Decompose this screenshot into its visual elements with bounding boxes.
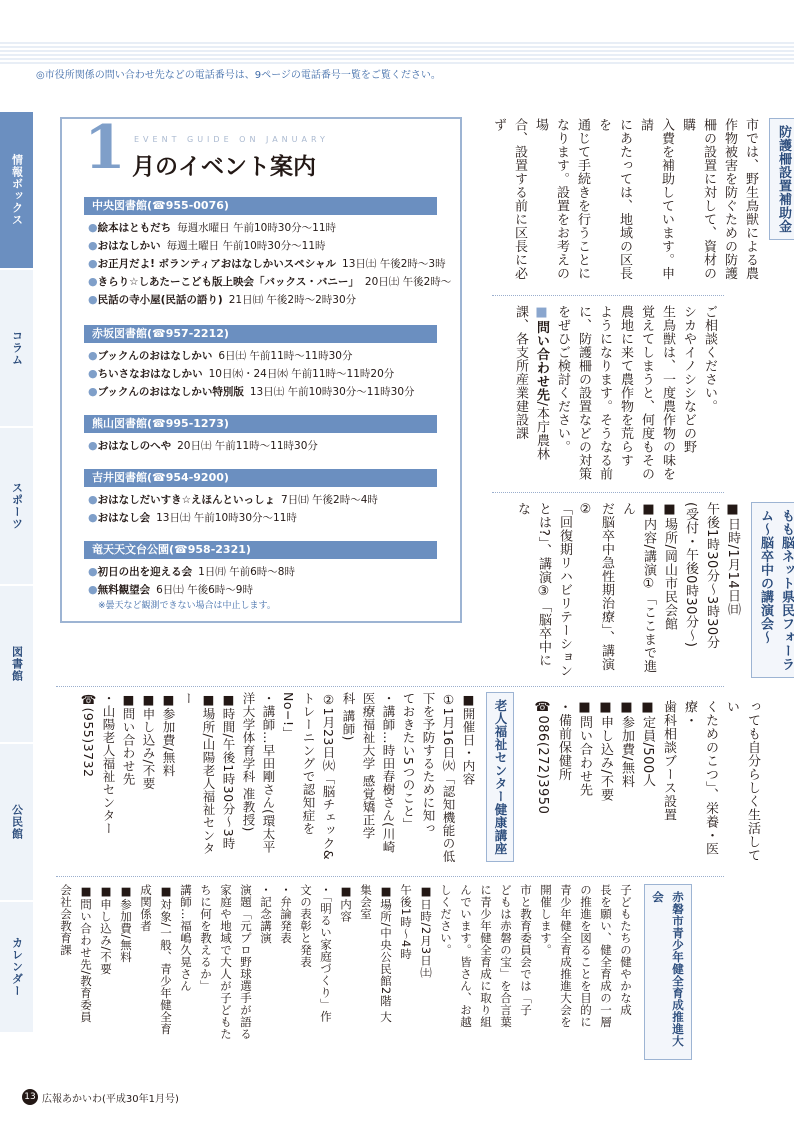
venue-kumayama-library (84, 415, 437, 455)
article-bougo: 防護柵設置補助金 市では、野生鳥獣による農 作物被害を防ぐための防護 柵の設置に対して、資材の購 入費を補助しています。申請 にあたっては、地域の区長を 通じて手続きを行うことに なります。設置をお考えの場 合、設置する前に区長に必ず (488, 118, 794, 288)
page-number: 13 (22, 1089, 38, 1105)
event-item: ●ちいさなおはなしかい 10日㈬・24日㈬ 午前11時〜11時20分 (88, 367, 395, 380)
event-item: ●初日の出を迎える会 1日㈪ 午前6時〜8時 (88, 565, 295, 578)
venue-header: 中央図書館(☎955-0076) (84, 197, 437, 215)
event-note: ※曇天など観測できない場合は中止します。 (98, 601, 276, 611)
header-band (0, 42, 794, 64)
venue-header: 吉井図書館(☎954-9200) (84, 469, 437, 487)
article-bougo-cont: ご相談ください。 シカやイノシシなどの野 生鳥獣は、一度農作物の味を 覚えてしまうと、何度もその 農地に来て農作物を荒らす ようになります。そうなる前 に、防護柵の設置などの対策 をぜひご検討ください。 ■問い合わせ先/本庁農林 課、各支所産業建設課 (513, 305, 717, 481)
tab-community-center[interactable]: 公民館 (0, 744, 33, 902)
article-rojin: 老人福祉センター健康講座 ■開催日・内容 ①1月16日㈫「認知機能の低 下を予防するために知っ ておきたい5つのこと」 ・講師…時田春樹さん(川崎 医療福祉大学 感覚矯正学 科 講師) ②1月23日㈫「脳チェック& トレーニングで認知症をNo−!」 ・講師…早田剛さん(環太平 洋大学体育学科 准教授) ■時間/午後1時30分〜3時 ■場所/山陽老人福祉センター ■参加費/無料 ■申し込み/不要 ■問い合わせ先 ・山陽老人福祉センター ☎(955)3732 (78, 692, 514, 868)
guide-month-number: 1 (84, 113, 126, 183)
article-momo: もも脳ネット県民フォーラム〜脳卒中の講演会〜 ■日時/1月14日㈰ 午後1時30分〜3時30分 (受付・午後0時30分〜) ■場所/岡山市民会館 ■内容/講演①「ここまで進ん だ脳卒中急性期治療」、講演② 「回復期リハビリテーション とは?」、講演③「脳卒中にな (512, 502, 794, 678)
side-tabs (0, 112, 33, 1032)
article-heading: 老人福祉センター健康講座 (486, 692, 514, 862)
event-item: ●おはなし会 13日㈯ 午前10時30分〜11時 (88, 511, 297, 524)
venue-observatory-park (84, 541, 437, 613)
venue-header: 熊山図書館(☎995-1273) (84, 415, 437, 433)
venue-chuo-library (84, 197, 452, 309)
event-item: ●きらり☆しあたーこども版上映会「バックス・バニー」 20日㈯ 午後2時〜 (88, 275, 452, 288)
guide-english-subtitle: EVENT GUIDE ON JANUARY (134, 135, 329, 144)
event-item: ●お正月だよ! ボランティアおはなしかいスペシャル 13日㈯ 午後2時〜3時 (88, 257, 446, 270)
venue-akasaka-library (84, 325, 437, 401)
article-momo-cont: っても自分らしく生活してい くためのこつ」、栄養・医療・ 歯科相談ブース設置 ■定員/500人 ■参加費/無料 ■申し込み/不要 ■問い合わせ先 ・備前保健所 ☎086(272)3950 (535, 700, 760, 862)
event-item: ●絵本はともだち 毎週水曜日 午前10時30分〜11時 (88, 221, 337, 234)
tab-sports[interactable]: スポーツ (0, 428, 33, 586)
guide-title: 月のイベント案内 (132, 154, 316, 180)
phone-notice: ◎市役所関係の問い合わせ先などの電話番号は、9ページの電話番号一覧をご覧ください。 (36, 70, 441, 81)
event-guide (60, 113, 462, 623)
tab-library[interactable]: 図書館 (0, 586, 33, 744)
tab-column[interactable]: コラム (0, 270, 33, 428)
divider (492, 295, 724, 296)
event-item: ●おはなしかい 毎週土曜日 午前10時30分〜11時 (88, 239, 326, 252)
article-heading: 赤磐市青少年健全育成推進大会 (644, 884, 692, 1060)
event-item: ●おはなしのへや 20日㈯ 午前11時〜11時30分 (88, 439, 318, 452)
tab-calendar[interactable]: カレンダー (0, 902, 33, 1034)
divider (56, 876, 724, 877)
event-item: ●無料観望会 6日㈯ 午後6時〜9時 (88, 583, 253, 596)
article-heading: 防護柵設置補助金 (769, 118, 794, 240)
article-akaiwa: 赤磐市青少年健全育成推進大会 子どもたちの健やかな成 長を願い、健全育成の一層 の推進を図ることを目的に 青少年健全育成推進大会を 開催します。 市と教育委員会では「子 どもは赤磐の宝」を合言葉 に青少年健全育成に取り組 んでいます。皆さん、お越 しください。 ■日時/2月3日㈯ 午後1時〜4時 ■場所/中央公民館2階 大 集会室 ■内容 ・「明るい家庭づくり」作 文の表彰と発表 ・弁論発表 ・記念講演 演題「元プロ野球選手が語る 家庭や地域で大人が子どもた ちに何を教えるか」 講師…福嶋久晃さん ■対象/一般、青少年健全育 成関係者 ■参加費/無料 ■申し込み/不要 ■問い合わせ先/教育委員 会社会教育課 (56, 884, 692, 1060)
tab-info-box[interactable]: 情報ボックス (0, 112, 33, 270)
article-heading: もも脳ネット県民フォーラム〜脳卒中の講演会〜 (751, 502, 794, 678)
venue-header: 竜天天文台公園(☎958-2321) (84, 541, 437, 559)
event-item: ●ブックんのおはなしかい特別版 13日㈯ 午前10時30分〜11時30分 (88, 385, 415, 398)
venue-yoshii-library (84, 469, 437, 527)
publication-name: 広報あかいわ(平成30年1月号) (42, 1093, 179, 1105)
page-footer (22, 1089, 179, 1105)
venue-header: 赤坂図書館(☎957-2212) (84, 325, 437, 343)
event-item: ●民話の寺小屋(民話の語り) 21日㈰ 午後2時〜2時30分 (88, 293, 357, 306)
divider (56, 686, 724, 687)
event-item: ●おはなしだいすき☆えほんといっしょ 7日㈰ 午後2時〜4時 (88, 493, 378, 506)
event-item: ●ブックんのおはなしかい 6日㈯ 午前11時〜11時30分 (88, 349, 353, 362)
divider (492, 492, 724, 493)
